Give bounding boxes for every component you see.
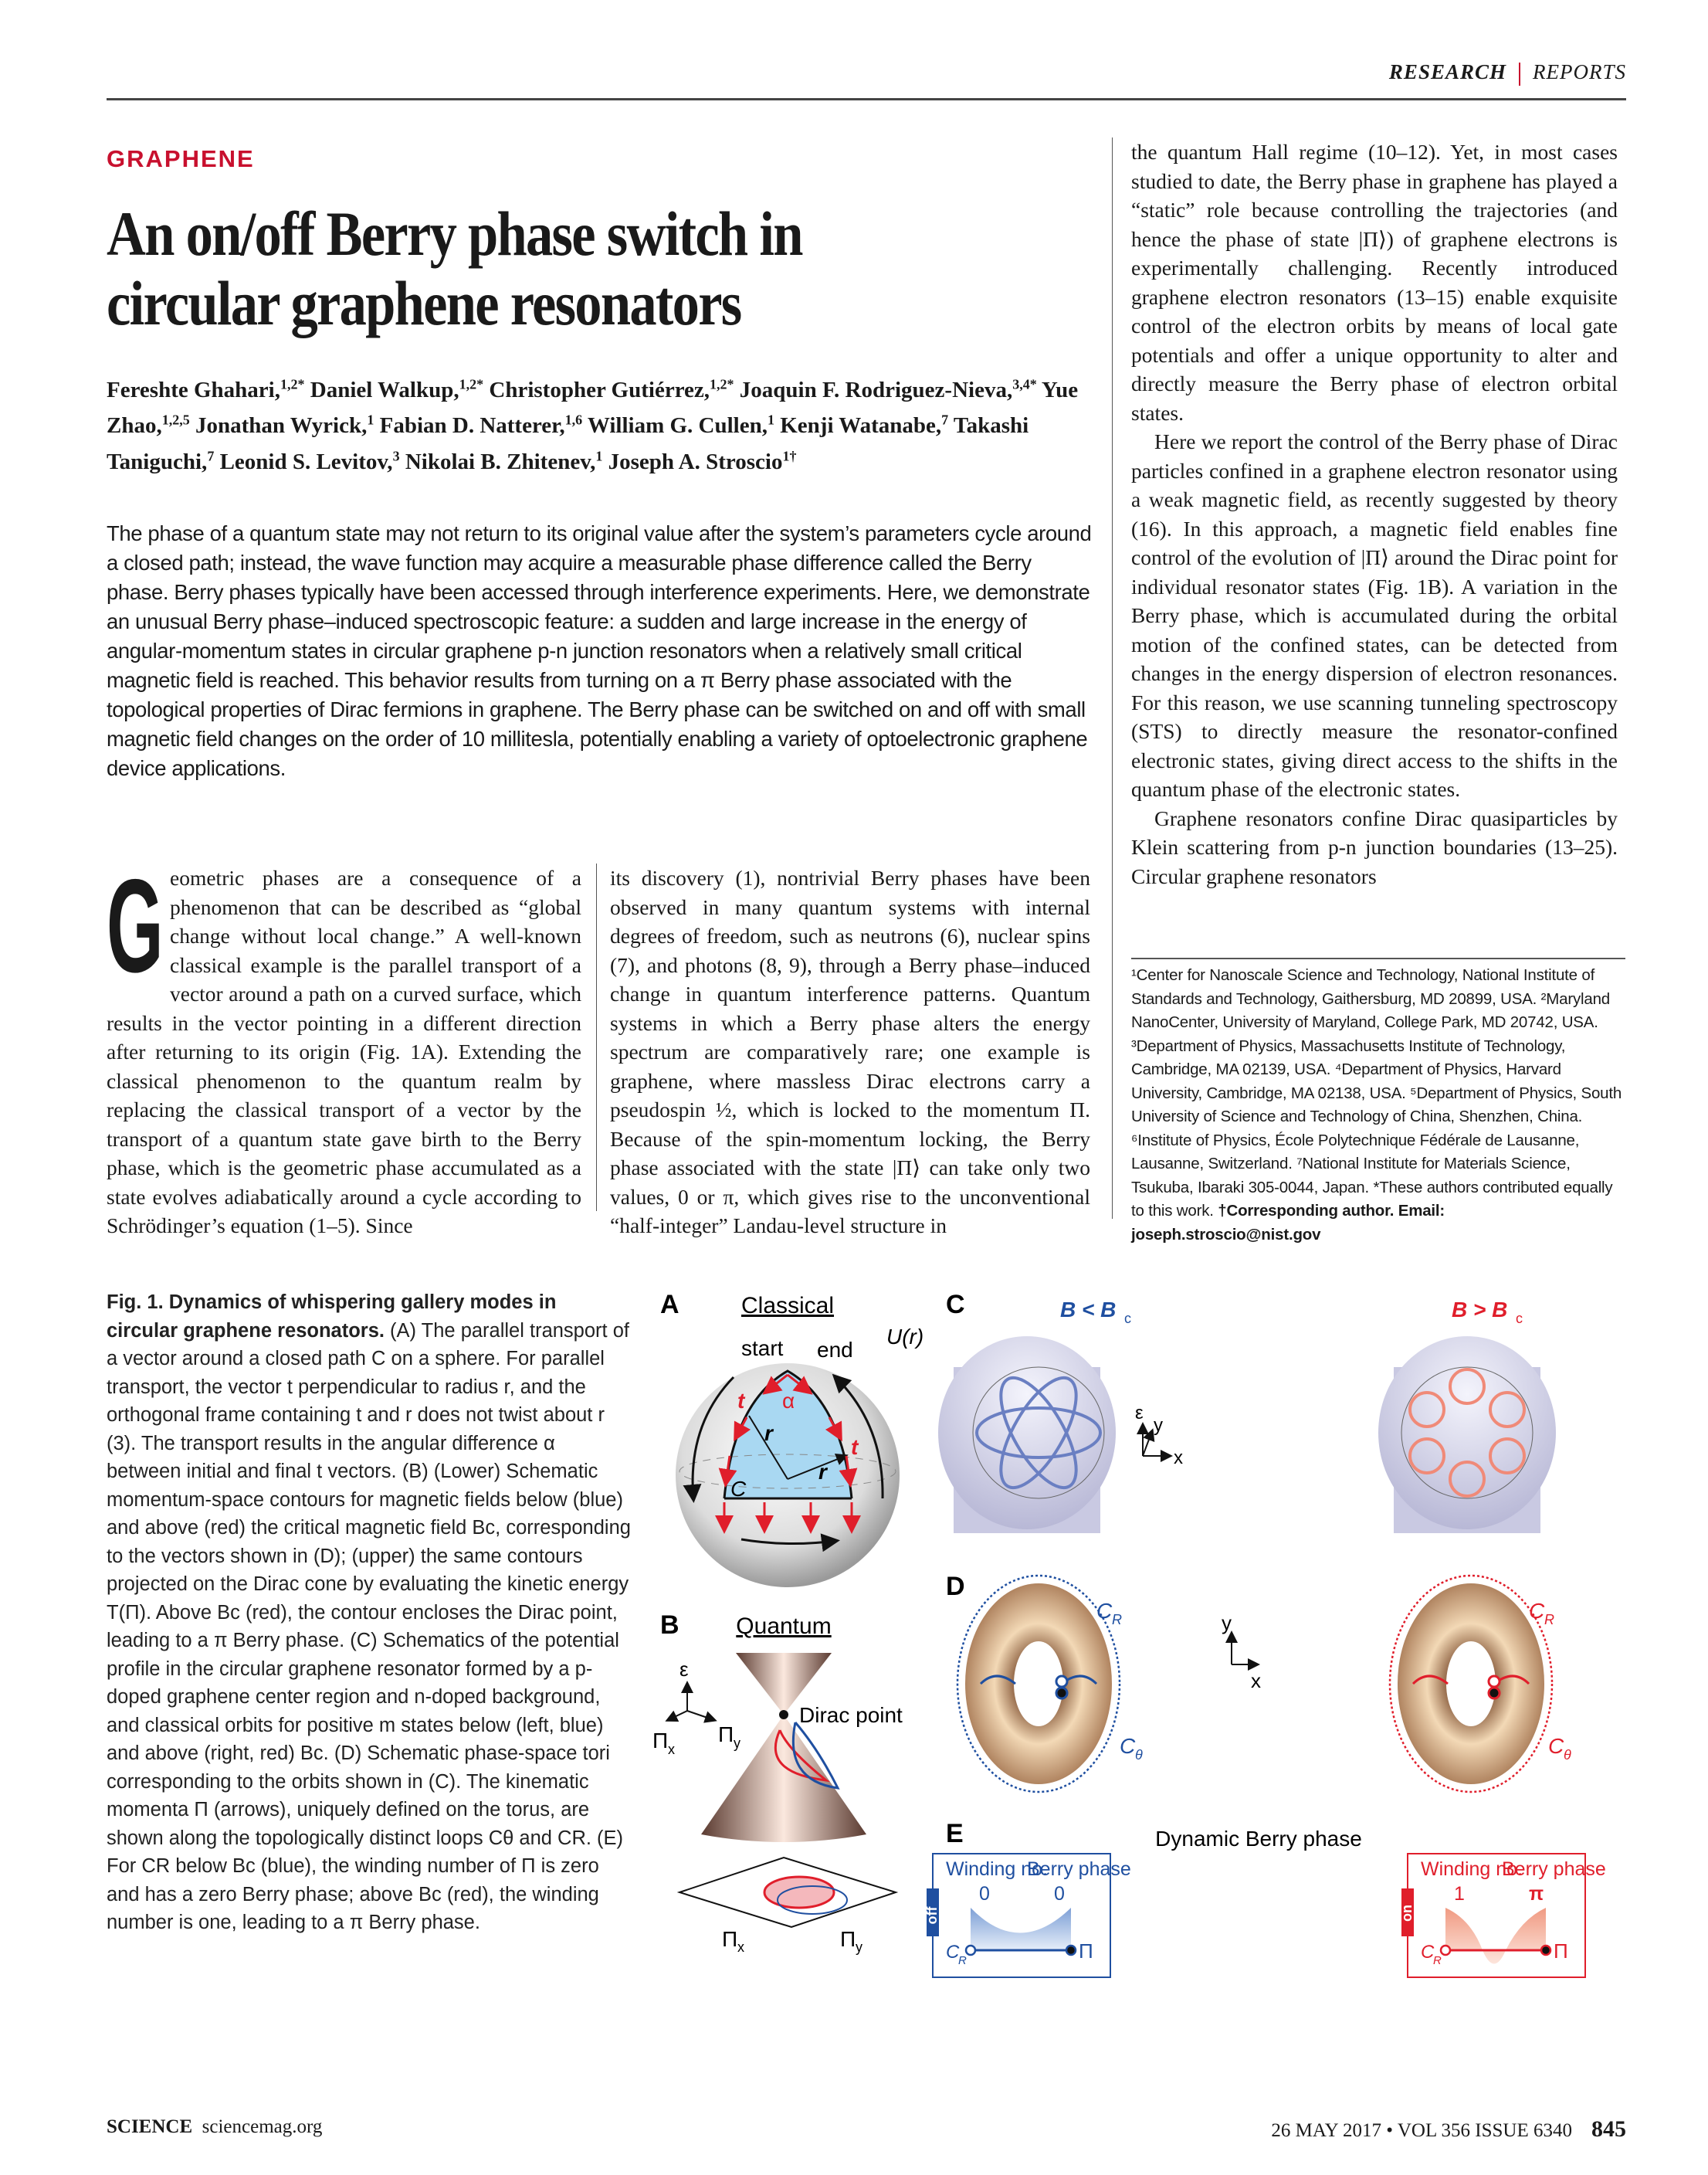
c-r-label: C (1529, 1599, 1545, 1623)
panel-letter-b: B (660, 1610, 679, 1640)
c-theta-label: C (1548, 1734, 1564, 1758)
panel-e-title: Dynamic Berry phase (1155, 1827, 1362, 1851)
paragraph: Here we report the control of the Berry phase of Dirac particles confined in a graphene electron resonator using a weak magnetic field, as recently suggested by theory (16). In this approach, a magnetic field enables fine control of the evolution of |Π⟩ around the Dirac point for individual resonator states (Fig. 1B). A variation in the Berry phase, which is accumulated during the orbital motion of the confined states, can be detected from changes in the energy dispersion of electron resonances. For this reason, we use scanning tunneling spectroscopy (STS) to directly measure the resonator-confined electronic states, giving direct access to the shifts in the quantum phase of the electronic states. (1131, 429, 1618, 801)
body-column-3 (1131, 137, 1618, 891)
author: Yue Zhao,$^{1,2,5}$ (107, 377, 1079, 439)
author-affiliation-marker: 1,6 (564, 412, 583, 428)
c-r-sub: R (1544, 1612, 1554, 1627)
affiliation-text: ¹Center for Nanoscale Science and Technology, National Institute of Standards and Technology, Gaithersburg, MD 20899, USA. ²Maryland NanoCenter, University of Maryland, College Park, MD 20742, USA. ³Department of Physics, Massachusetts Institute of Technology, Cambridge, MA 02139, USA. ⁴Department of Physics, Harvard University, Cambridge, MA 02138, USA. ⁵Department of Physics, South University of Science and Technology of China, Shenzhen, China. ⁶Institute of Physics, École Polytechnique Fédérale de Lausanne, Lausanne, Switzerland. ⁷National Institute for Materials Science, Tsukuba, Ibaraki 305-0044, Japan. (1131, 966, 1622, 1196)
potential-hill-left (938, 1336, 1116, 1529)
author-affiliation-marker: 7 (941, 412, 949, 428)
author: Kenji Watanabe,$^7$ (780, 412, 949, 439)
author: Joaquin F. Rodriguez-Nieva,$^{3,4*}$ (739, 376, 1037, 402)
on-start (1441, 1946, 1450, 1955)
column-divider (1112, 137, 1113, 1219)
on-pi-label: Π (1554, 1939, 1568, 1963)
on-end (1541, 1946, 1550, 1955)
y-label: y (1222, 1611, 1232, 1634)
author-affiliation-marker: 1 (595, 448, 603, 464)
author: Fereshte Ghahari,$^{1,2*}$ (107, 376, 305, 402)
t-label: t (737, 1389, 745, 1413)
drop-cap: G (107, 852, 164, 1000)
off-start (966, 1946, 975, 1955)
panel-c (886, 1290, 1556, 1533)
panel-letter-d: D (946, 1572, 965, 1601)
author: Joseph A. Stroscio$^{1\dagger}$ (608, 448, 797, 474)
c-theta-label: C (1120, 1734, 1136, 1758)
affil-rule (1131, 958, 1625, 959)
bc-sub: c (1124, 1311, 1131, 1326)
potential-hill-right (1378, 1336, 1556, 1529)
running-header (107, 46, 1626, 100)
author: Nikolai B. Zhitenev,$^1$ (405, 448, 603, 474)
corresponding-author: †Corresponding author. Email: joseph.stroscio@nist.gov (1131, 1202, 1445, 1244)
section-name: RESEARCH (1388, 60, 1506, 83)
pi-y-plane: Π (840, 1927, 856, 1951)
author: William G. Cullen,$^1$ (587, 412, 774, 439)
t-label: t (851, 1435, 859, 1459)
panel-d (946, 1572, 1571, 1792)
c-r-label: C (1096, 1599, 1113, 1623)
b-greater-bc: B > B (1452, 1298, 1508, 1322)
journal-name: SCIENCE (107, 2116, 193, 2137)
pi-y-sub: y (734, 1736, 740, 1751)
off-tag-label: off (924, 1906, 940, 1925)
author-affiliation-marker: 1† (782, 448, 797, 464)
page-number: 845 (1591, 2116, 1626, 2142)
author-affiliation-marker: 1,2* (710, 376, 734, 392)
panel-a-heading: Classical (740, 1293, 835, 1318)
kicker: GRAPHENE (107, 145, 255, 172)
figure-caption (107, 1288, 632, 1937)
pi-y-label: Π (718, 1722, 734, 1746)
author: Fabian D. Natterer,$^{1,6}$ (379, 412, 583, 439)
panel-letter-c: C (946, 1290, 965, 1319)
r-label: r (818, 1460, 827, 1484)
panel-b (652, 1610, 903, 1955)
axes-b (668, 1684, 714, 1720)
author-affiliation-marker: 1 (767, 412, 774, 428)
off-pi-label: Π (1079, 1939, 1093, 1963)
start-point (1489, 1676, 1500, 1687)
author: Daniel Walkup,$^{1,2*}$ (310, 376, 484, 402)
b-less-bc: B < B (1060, 1298, 1117, 1322)
x-label: x (1251, 1669, 1261, 1692)
panel-letter-e: E (946, 1819, 964, 1848)
off-end (1066, 1946, 1076, 1955)
header-divider (1519, 63, 1520, 86)
pi-x-label: Π (652, 1729, 669, 1753)
berry-value: 0 (1054, 1883, 1065, 1905)
on-cr-label: C (1421, 1942, 1435, 1963)
berry-label: Berry phase (1027, 1858, 1131, 1880)
potential-label: U(r) (886, 1325, 924, 1349)
bc-sub: c (1516, 1311, 1523, 1326)
author: Jonathan Wyrick,$^1$ (195, 412, 374, 439)
author-affiliation-marker: 1,2* (280, 376, 305, 392)
off-cr-label: C (946, 1942, 960, 1963)
issue-info: 26 MAY 2017 • VOL 356 ISSUE 6340 (1271, 2120, 1572, 2141)
author-affiliation-marker: 1,2* (459, 376, 484, 392)
body-column-1 (107, 852, 581, 1240)
figure-1 (633, 1278, 1637, 2051)
author-affiliation-marker: 3 (392, 448, 400, 464)
caption-text: (A) The parallel transport of a vector around a closed path C on a sphere. For parallel transport, the vector t perpendicular to radius r, and the orthogonal frame containing t and r does not twist about r (3). The transport results in the angular difference α between initial and final t vectors. (B) (Lower) Schematic momentum-space contours for magnetic fields below (blue) and above (red) the critical magnetic field Bc, corresponding to the vectors shown in (D); (upper) the same contours projected on the Dirac cone by evaluating the kinetic energy T(Π). Above Bc (red), the contour encloses the Dirac point, leading to a π Berry phase. (C) Schematics of the potential profile in the circular graphene resonator formed by a p-doped graphene center region and n-doped background, and classical orbits for positive m states below (left, blue) and above (right, red) Bc. (D) Schematic phase-space tori corresponding to the orbits shown in (C). The kinematic momenta Π (arrows), uniquely defined on the torus, are shown along the topologically distinct loops Cθ and CR. (E) For CR below Bc (blue), the winding number of Π is zero and has a zero Berry phase; above Bc (red), the winding number is one, leading to a π Berry phase. (107, 1319, 631, 1933)
equal-contribution-note: *These authors contributed equally to this work. (1131, 1178, 1613, 1220)
body-text: eometric phases are a consequence of a phenomenon that can be described as “global change without local change.” A well-known classical example is the parallel transport of a vector around a path on a curved surface, which results in the vector pointing in a different direction after returning to its origin (Fig. 1A). Extending the classical phenomenon to the quantum realm by replacing the classical transport of a vector by the transport of a quantum state gave birth to the Berry phase, which is the geometric phase accumulated as a state evolves adiabatically around a cycle according to Schrödinger’s equation (1–5). Since (107, 866, 581, 1237)
author-affiliation-marker: 1 (367, 412, 374, 428)
winding-value: 1 (1454, 1883, 1465, 1905)
dirac-point-dot (779, 1710, 788, 1719)
subsection-name: REPORTS (1533, 60, 1626, 83)
winding-value: 0 (979, 1883, 990, 1905)
abstract: The phase of a quantum state may not return to its original value after the system’s parameters cycle around a closed path; instead, the wave function may acquire a measurable phase difference called the Berry phase. Berry phases typically have been accessed through interference experiments. Here, we demonstrate an unusual Berry phase–induced spectroscopic feature: a sudden and large increase in the energy of angular-momentum states in circular graphene p-n junction resonators when a relatively small critical magnetic field is reached. This behavior results from turning on a π Berry phase associated with the topological properties of Dirac fermions in graphene. The Berry phase can be switched on and off with small magnetic field changes on the order of 10 millitesla, potentially enabling a variety of optoelectronic graphene device applications. (107, 521, 1092, 780)
pi-x-plane: Π (722, 1927, 738, 1951)
column-divider (596, 864, 597, 1211)
end-point (1056, 1688, 1067, 1698)
berry-label: Berry phase (1502, 1858, 1606, 1880)
x-label: x (1174, 1447, 1183, 1468)
section-label (1389, 60, 1626, 86)
c-r-sub: R (1112, 1612, 1122, 1627)
paragraph: Graphene resonators confine Dirac quasiparticles by Klein scattering from p-n junction boundaries (13–25). Circular graphene resonators (1131, 806, 1618, 888)
berry-value: π (1529, 1883, 1544, 1905)
pi-x-sub: x (668, 1742, 675, 1757)
on-tag-label: on (1399, 1905, 1415, 1922)
end-label: end (817, 1338, 853, 1362)
start-label: start (741, 1336, 784, 1360)
winding-label: Winding no. (946, 1858, 1049, 1880)
pi-x-plane-sub: x (737, 1939, 744, 1955)
author-affiliation-marker: 7 (207, 448, 215, 464)
header-rule (107, 98, 1626, 100)
panel-letter-a: A (660, 1290, 679, 1319)
y-label: y (1154, 1415, 1163, 1436)
epsilon-label: ε (1135, 1403, 1144, 1423)
on-cr-sub: R (1433, 1954, 1442, 1967)
start-point (1056, 1676, 1067, 1687)
alpha-label: α (782, 1389, 795, 1413)
r-label: r (764, 1421, 773, 1445)
article-title: An on/off Berry phase switch in circular graphene resonators (107, 198, 802, 338)
journal-site[interactable]: sciencemag.org (202, 2116, 323, 2137)
epsilon-label: ε (679, 1658, 689, 1681)
body-column-2 (610, 864, 1090, 1240)
axes-d (1232, 1634, 1257, 1664)
c-label: C (730, 1477, 747, 1501)
c-theta-sub: θ (1564, 1747, 1571, 1763)
red-contour-projection (764, 1877, 834, 1908)
dirac-point-label: Dirac point (799, 1703, 903, 1727)
panel-a (660, 1290, 900, 1587)
affiliations (1131, 958, 1625, 1247)
author-list (107, 369, 1141, 477)
off-cr-sub: R (958, 1954, 967, 1967)
author-affiliation-marker: 3,4* (1012, 376, 1037, 392)
c-theta-sub: θ (1135, 1747, 1143, 1763)
end-point (1489, 1688, 1500, 1698)
author: Christopher Gutiérrez,$^{1,2*}$ (489, 376, 734, 402)
body-text: its discovery (1), nontrivial Berry phases have been observed in many quantum systems with internal degrees of freedom, such as neutrons (6), nuclear spins (7), and photons (8, 9), through a Berry phase–induced change in quantum interference patterns. Quantum systems in which a Berry phase alters the energy spectrum are comparatively rare; one example is graphene, where massless Dirac electrons carry a pseudospin ½, which is locked to the momentum Π. Because of the spin-momentum locking, the Berry phase associated with the state |Π⟩ can take only two values, 0 or π, which gives rise to the unconventional “half-integer” Landau-level structure in (610, 866, 1090, 1237)
paragraph: the quantum Hall regime (10–12). Yet, in most cases studied to date, the Berry phase in graphene has played a “static” role because controlling the trajectories (and hence the phase of state |Π⟩) of graphene electrons is experimentally challenging. Recently introduced graphene electron resonators (13–15) enable exquisite control of the electron orbits by means of local gate potentials and offer a unique opportunity to alter and directly measure the Berry phase of electron orbital states. (1131, 140, 1618, 425)
pi-y-plane-sub: y (856, 1939, 862, 1955)
author: Leonid S. Levitov,$^3$ (219, 448, 400, 474)
author-affiliation-marker: 1,2,5 (161, 412, 190, 428)
panel-e (924, 1819, 1606, 1977)
panel-b-heading: Quantum (736, 1613, 832, 1639)
author: Takashi Taniguchi,$^7$ (107, 413, 1029, 474)
winding-label: Winding no. (1421, 1858, 1523, 1880)
caption-title: Fig. 1. Dynamics of whispering gallery modes in circular graphene resonators. (107, 1291, 557, 1342)
